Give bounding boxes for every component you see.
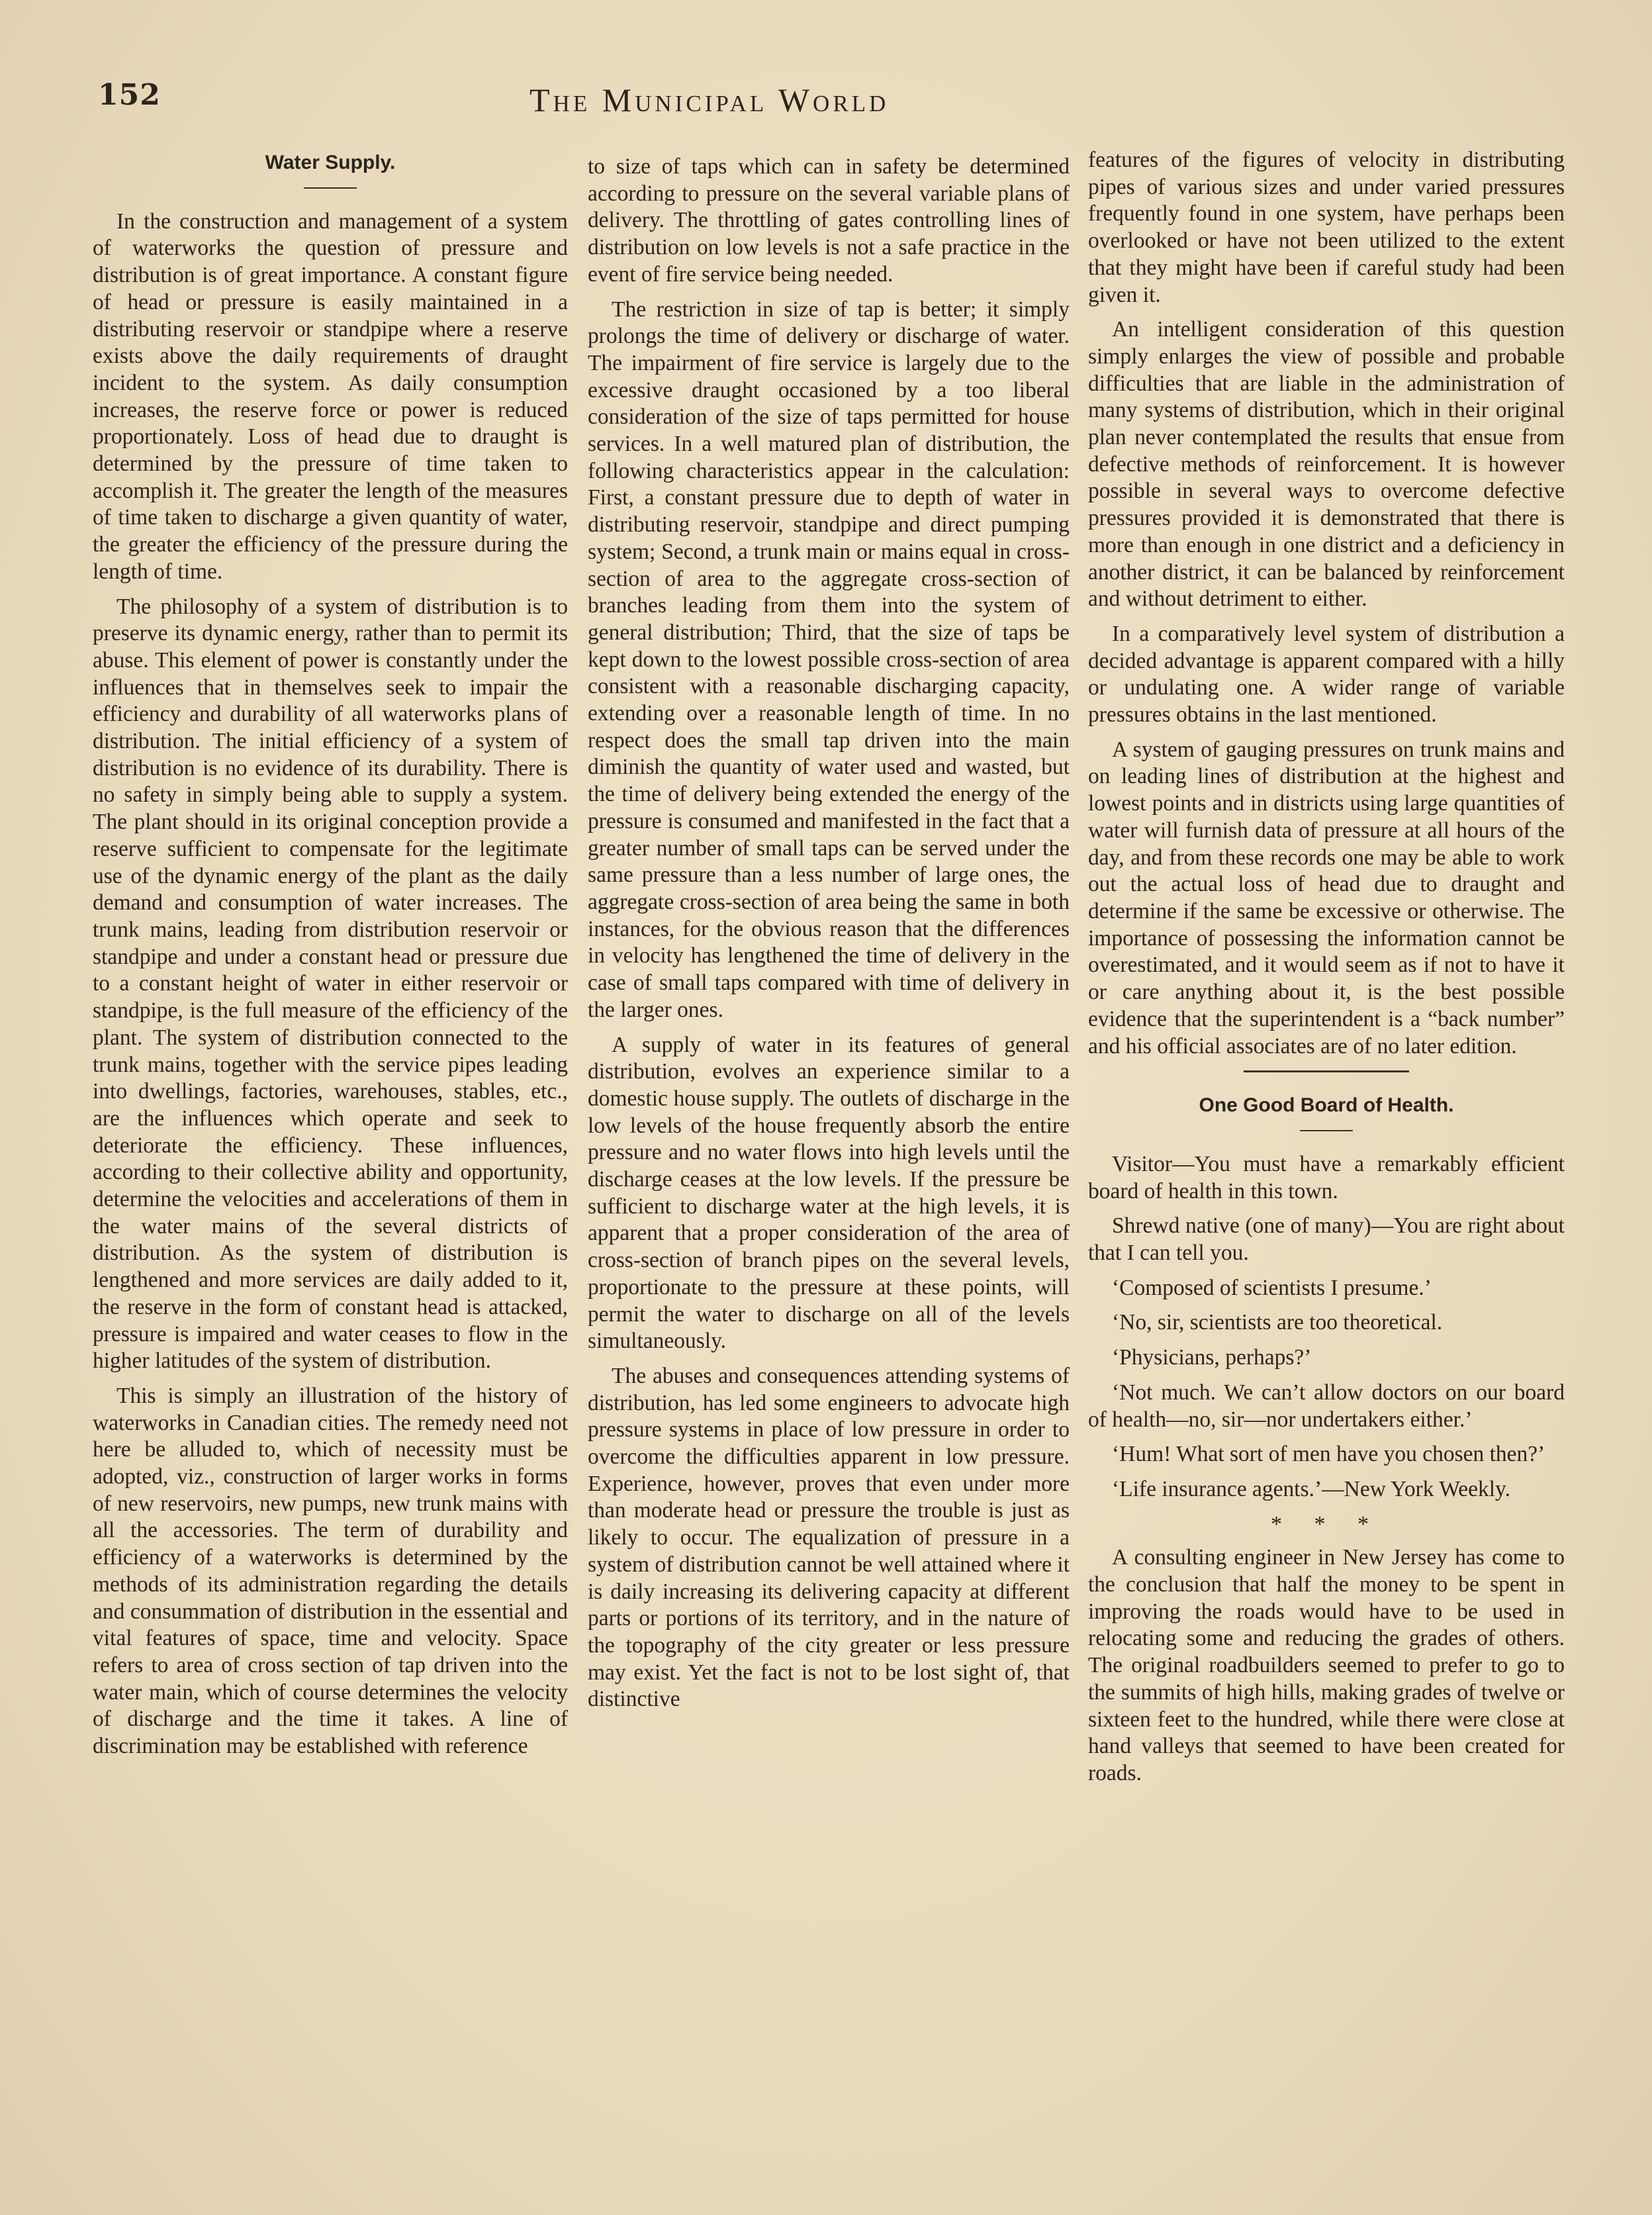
section-rule [1244, 1070, 1409, 1072]
heading-rule [1300, 1130, 1353, 1131]
paragraph: The philosophy of a system of distribution is to preserve its dynamic energy, rather than to permit its abuse. This element of power is constantly under the influences that in themselves seek to impair the efficiency and durability of all waterworks plans of distribution. The initial efficiency of a system of distribution is no evidence of its durability. There is no safety in simply being able to supply a system. The plant should in its original conception provide a reserve sufficient to compensate for the legitimate use of the dynamic energy of the plant as the daily demand and consumption of water increases. The trunk mains, leading from distribution reservoir or standpipe and under a constant head or pressure due to a constant height of water in either reservoir or standpipe, is the full measure of the efficiency of the plant. The system of distribution connected to the trunk mains, together with the service pipes leading into dwellings, factories, warehouses, stables, etc., are the influences which operate and seek to deteriorate the efficiency. These influences, according to their collective ability and opportunity, determine the velocities and accelerations of them in the water mains of the several districts of distribution. As the system of distribution is lengthened and more services are daily added to it, the reserve in the form of constant head is attacked, pressure is impaired and water ceases to flow in the higher latitudes of the system of distribution. [93, 594, 568, 1374]
dialogue-line: ‘No, sir, scientists are too theoretical. [1112, 1310, 1443, 1335]
paragraph: This is simply an illustration of the history of waterworks in Canadian cities. The remedy need not here be alluded to, which of necessity must be adopted, viz., construction of larger works in forms of new reservoirs, new pumps, new trunk mains with all the accessories. The term of durability and efficiency of a waterworks is determined by the methods of its administration regarding the details and consummation of distribution in the essential and vital features of space, time and velocity. Space refers to area of cross section of tap driven into the water main, which of course determines the velocity of discharge and the time it takes. A line of discrimination may be established with reference [93, 1383, 568, 1759]
paragraph: The abuses and consequences attending systems of distribution, has led some engineers to advocate high pressure systems in place of low pressure in order to overcome the difficulties apparent in low pressure. Experience, however, proves that even under more than moderate head or pressure the trouble is just as likely to occur. The equalization of pressure in a system of distribution cannot be well attained where it is daily increasing its delivering capacity at different parts or portions of its territory, and in the nature of the topography of the city greater or less pressure may exist. Yet the fact is not to be lost sight of, that distinctive [588, 1363, 1070, 1712]
dialogue-line: ‘Composed of scientists I presume.’ [1112, 1275, 1432, 1300]
article-heading-board-of-health: One Good Board of Health. [1199, 1094, 1454, 1117]
section-separator-stars: * * * [1271, 1511, 1382, 1536]
dialogue-line: ‘Hum! What sort of men have you chosen then?’ [1112, 1442, 1545, 1467]
paragraph: The restriction in size of tap is better; it simply prolongs the time of delivery or discharge of water. The impairment of fire service is largely due to the excessive draught occasioned by a too liberal consideration of the size of taps permitted for house services. In a well matured plan of distribution, the following characteristics appear in the calculation: First, a constant pressure due to depth of water in distributing reservoir, standpipe and direct pumping system; Second, a trunk main or mains equal in cross-section of area to the aggregate cross-section of branches leading from them into the system of general distribution; Third, that the size of taps be kept down to the lowest possible cross-section of area consistent with a reasonable discharging capacity, extending over a reasonable length of time. In no respect does the small tap driven into the main diminish the quantity of water used and wasted, but the time of delivery being extended the energy of the pressure is consumed and manifested in the fact that a greater number of small taps can be served under the same pressure than a less number of large ones, the aggregate cross-section of area being the same in both instances, for the obvious reason that the differences in velocity has lengthened the time of delivery in the case of small taps compared with time of delivery in the larger ones. [588, 297, 1070, 1022]
article-heading-water-supply: Water Supply. [265, 152, 396, 173]
paragraph: In the construction and management of a system of waterworks the question of pressure and distribution is of great importance. A constant figure of head or pressure is easily maintained in a distributing reservoir or standpipe where a reserve exists above the daily requirements of draught incident to the system. As daily consumption increases, the reserve force or power is reduced proportionately. Loss of head due to draught is determined by the pressure of time taken to accomplish it. The greater the length of the measures of time taken to discharge a given quantity of water, the greater the efficiency of the pressure during the length of time. [93, 209, 568, 584]
paragraph: A system of gauging pressures on trunk mains and on leading lines of distribution at the highest and lowest points and in districts using large quantities of water will furnish data of pressure at all hours of the day, and from these records one may be able to work out the actual loss of head due to draught and determine if the same be excessive or otherwise. The importance of possessing the information cannot be overestimated, and it would seem as if not to have it or care anything about it, is the best possible evidence that the superintendent is a “back number” and his official associates are of no later edition. [1088, 737, 1565, 1059]
dialogue-line: ‘Physicians, perhaps?’ [1112, 1345, 1312, 1370]
dialogue-line: Visitor—You must have a remarkably efficient board of health in this town. [1088, 1151, 1565, 1203]
paragraph: An intelligent consideration of this question simply enlarges the view of possible and probable difficulties that are liable in the administration of many systems of distribution, which in their original plan never contemplated the results that ensue from defective methods of reinforcement. It is however possible in several ways to overcome defective pressures provided it is demonstrated that there is more than enough in one district and a deficiency in another district, it can be balanced by reinforcement and without detriment to either. [1088, 317, 1565, 612]
column-1 [93, 147, 568, 2140]
dialogue-line: ‘Not much. We can’t allow doctors on our board of health—no, sir—nor undertakers either.’ [1088, 1380, 1565, 1432]
paragraph: A consulting engineer in New Jersey has come to the conclusion that half the money to be spent in improving the roads would have to be used in relocating some and reducing the grades of others. The original roadbuilders seemed to prefer to go to the summits of high hills, making grades of twelve or sixteen feet to the hundred, while there were close at hand valleys that seemed to have been created for roads. [1088, 1545, 1565, 1785]
column-2 [588, 154, 1070, 2146]
paragraph: A supply of water in its features of general distribution, evolves an experience similar to a domestic house supply. The outlets of discharge in the low levels of the house frequently absorb the entire pressure and no water flows into high levels until the discharge ceases at the low levels. If the pressure be sufficient to discharge water at the high levels, it is apparent that a proper consideration of the area of cross-section of branch pipes on the several levels, proportionate to the pressure at these points, will permit the water to discharge on all of the levels simultaneously. [588, 1032, 1070, 1354]
paragraph: features of the figures of velocity in distributing pipes of various sizes and under varied pressures frequently found in one system, have perhaps been overlooked or have not been utilized to the extent that they might have been if careful study had been given it. [1088, 148, 1565, 307]
page-number: 152 [98, 78, 161, 112]
paragraph: to size of taps which can in safety be determined according to pressure on the several variable plans of delivery. The throttling of gates controlling lines of distribution on low levels is not a safe practice in the event of fire service being needed. [588, 154, 1070, 287]
heading-rule [304, 187, 357, 189]
running-head: The Municipal World [529, 81, 890, 118]
column-3 [1088, 147, 1565, 2140]
dialogue-line: ‘Life insurance agents.’—New York Weekly. [1112, 1476, 1511, 1501]
paragraph: In a comparatively level system of distribution a decided advantage is apparent compared with a hilly or undulating one. A wider range of variable pressures obtains in the last mentioned. [1088, 621, 1565, 728]
dialogue-line: Shrewd native (one of many)—You are right about that I can tell you. [1088, 1213, 1565, 1266]
